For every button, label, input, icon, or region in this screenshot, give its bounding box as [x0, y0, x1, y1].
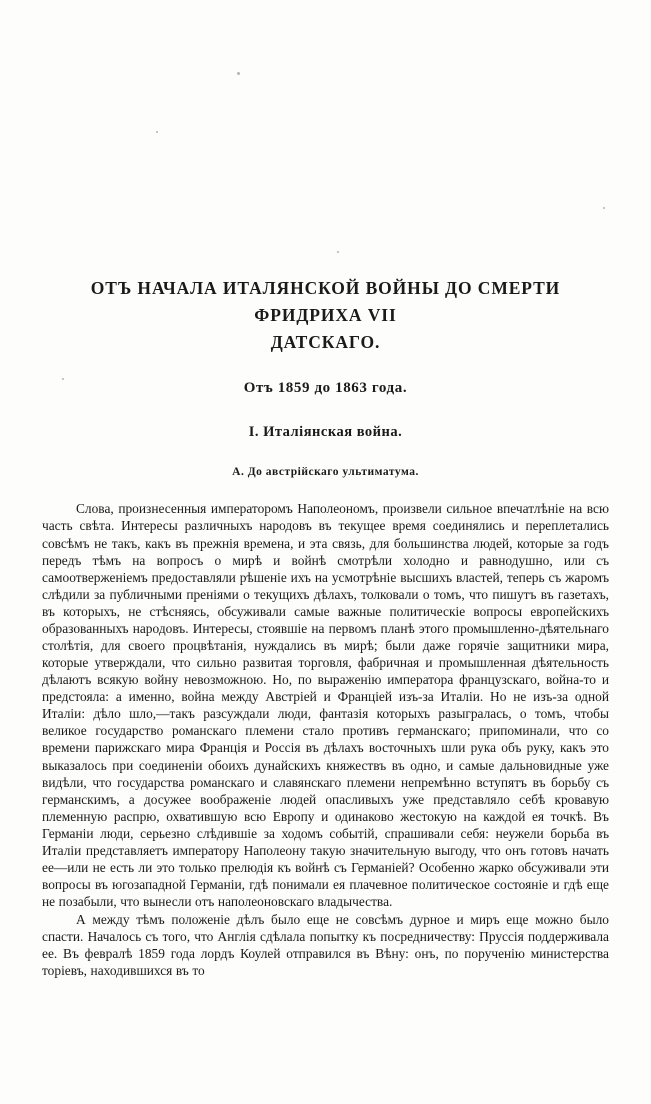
page-content — [42, 0, 609, 980]
paragraph: А между тѣмъ положеніе дѣлъ было еще не совсѣмъ дурное и миръ еще можно было спасти. Началось съ того, что Англія сдѣлала попытку къ посредничеству: Пруссія поддерживала ее. Въ февралѣ 1859 года лордъ Коулей отправился въ Вѣну: онъ, по порученію министерства торіевъ, находившихся въ то — [42, 912, 609, 979]
section-title: I. Италіянская война. — [248, 424, 403, 441]
page-subtitle: Отъ 1859 до 1863 года. — [243, 380, 408, 397]
subsection-title: А. До австрійскаго ультиматума. — [232, 466, 419, 479]
paragraph: Слова, произнесенныя императоромъ Наполеономъ, произвели сильное впечатлѣніе на всю часть свѣта. Интересы различныхъ народовъ въ текущее время соединялись и переплетались совсѣмъ не такъ, какъ въ прежнія времена, и эта связь, для большинства людей, которые за годъ передъ тѣмъ на вопросъ о мирѣ и войнѣ смотрѣли холодно и равнодушно, или съ самоотверженіемъ предоставляли рѣшеніе ихъ на усмотрѣніе высшихъ властей, теперь съ жаромъ слѣдили за публичными преніями о текущихъ дѣлахъ, толковали о томъ, что пишутъ въ газетахъ, въ которыхъ, не стѣсняясь, обсуживали самые важные политическіе вопросы европейскихъ образованныхъ народовъ. Интересы, стоявшіе на первомъ планѣ этого промышленно-дѣятельнаго столѣтія, для своего процвѣтанія, нуждались въ мирѣ; были даже горячіе защитники мира, которые утверждали, что сильно развитая торговля, фабричная и промышленная дѣятельность дѣлаютъ всякую войну невозможною. Но, по выраженію императора французскаго, война-то и предстояла: а именно, война между Австріей и Франціей изъ-за Италіи. Но не изъ-за одной Италіи: дѣло шло,—такъ разсуждали люди, фантазія которыхъ разыгралась, о томъ, чтобы великое государство романскаго племени стало противъ германскаго; припоминали, что со времени парижскаго мира Франція и Россія въ дѣлахъ восточныхъ шли рука объ руку, какъ это выказалось при соединеніи обоихъ дунайскихъ княжествъ въ одно, и самые дальновидные уже видѣли, что государства романскаго и славянскаго племени непремѣнно вступятъ въ борьбу съ германскимъ, а досужее воображеніе людей опасливыхъ уже представляло себѣ кровавую племенную распрю, охватившую всю Европу и одинаково жестокую на каждой ея точкѣ. Въ Германіи люди, серьезно слѣдившіе за ходомъ событій, спрашивали себя: неужели борьба въ Италіи представляетъ императору Наполеону такую значительную выгоду, что онъ готовъ начать ее—или не есть ли это только прелюдія къ войнѣ съ Германіей? Особенно жарко обсуживали эти вопросы въ югозападной Германіи, гдѣ понимали ея плачевное политическое состояніе и гдѣ еще не позабыли, что вынесли отъ наполеоновскаго владычества. — [42, 501, 609, 910]
body-text — [42, 500, 609, 979]
page-title — [42, 275, 609, 356]
page-title-line-1: ОТЪ НАЧАЛА ИТАЛЯНСКОЙ ВОЙНЫ ДО СМЕРТИ ФРИДРИХА VII — [90, 278, 561, 326]
page-title-line-2: ДАТСКАГО. — [270, 332, 381, 353]
title-block — [42, 275, 609, 478]
